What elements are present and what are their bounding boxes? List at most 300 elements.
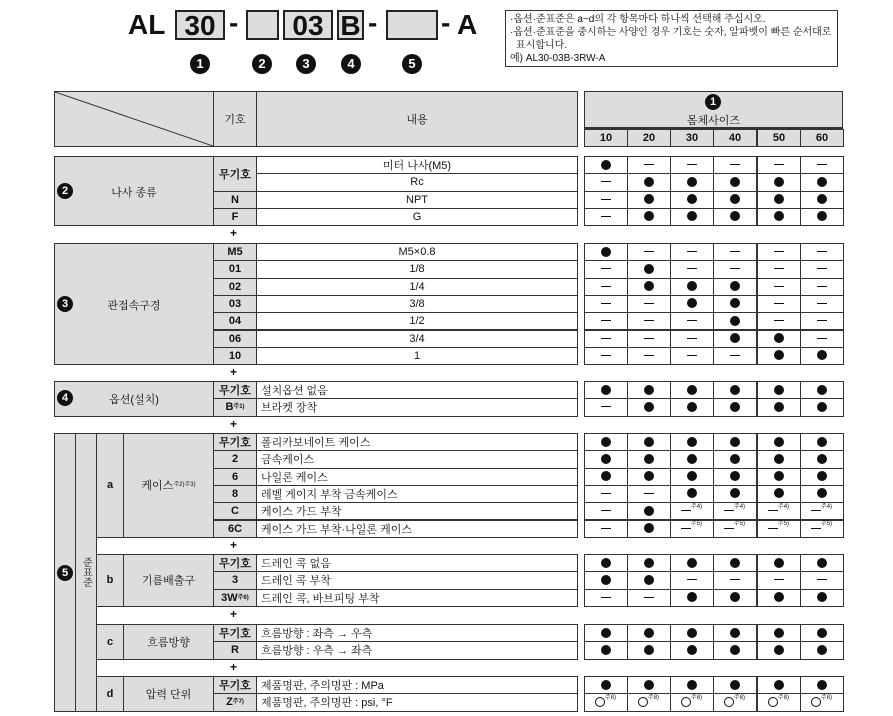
availability-mark	[670, 382, 713, 398]
filled-dot-icon	[730, 454, 740, 464]
model-prefix: AL	[128, 9, 166, 40]
availability-mark	[800, 642, 843, 658]
row-code: 06	[213, 330, 257, 348]
dash-icon	[687, 355, 697, 356]
filled-dot-icon	[687, 558, 697, 568]
row-code: 6C	[213, 520, 257, 538]
filled-dot-icon	[644, 194, 654, 204]
availability-mark	[713, 295, 756, 311]
dash-icon	[601, 493, 611, 494]
dash-icon	[768, 528, 778, 529]
dash-icon	[601, 355, 611, 356]
availability-mark	[670, 642, 713, 658]
availability-mark	[670, 295, 713, 311]
availability-mark	[584, 677, 627, 693]
row-code: 3W 주6)	[213, 589, 257, 607]
group-label: 케이스 주2)주3)	[123, 433, 214, 538]
availability-mark	[800, 677, 843, 693]
dash-icon	[687, 579, 697, 580]
semi-standard-box	[386, 10, 438, 40]
dash-icon	[774, 164, 784, 165]
filled-dot-icon	[730, 471, 740, 481]
availability-mark	[584, 503, 627, 519]
header-body-size: 몸체사이즈	[686, 115, 741, 127]
availability-mark	[627, 399, 670, 415]
availability-mark	[757, 399, 800, 415]
dash-icon	[601, 406, 611, 407]
footnote-ref: 주8)	[604, 694, 617, 701]
availability-mark	[713, 589, 756, 605]
availability-mark	[584, 244, 627, 260]
availability-mark	[584, 694, 627, 710]
circle-number: 1	[190, 54, 210, 74]
availability-mark	[627, 313, 670, 329]
availability-mark	[800, 313, 843, 329]
row-code: 무기호	[213, 624, 257, 642]
dash-icon	[601, 338, 611, 339]
group-label: 기름배출구	[123, 554, 214, 607]
dash-icon	[644, 338, 654, 339]
availability-mark	[584, 625, 627, 641]
row-content: 제품명판, 주의명판 : psi, °F	[256, 693, 578, 711]
row-code: F	[213, 208, 257, 226]
row-content: 1/8	[256, 260, 578, 278]
dash-icon	[681, 510, 691, 511]
filled-dot-icon	[601, 437, 611, 447]
dash-icon	[817, 286, 827, 287]
hyphen: -	[368, 7, 378, 38]
availability-mark	[800, 382, 843, 398]
availability-mark	[757, 313, 800, 329]
filled-dot-icon	[644, 454, 654, 464]
open-circle-icon	[811, 697, 821, 707]
filled-dot-icon	[687, 402, 697, 412]
availability-mark	[670, 434, 713, 450]
availability-mark	[713, 347, 756, 363]
filled-dot-icon	[601, 628, 611, 638]
dash-icon	[644, 251, 654, 252]
filled-dot-icon	[774, 385, 784, 395]
row-code: C	[213, 502, 257, 520]
availability-mark	[670, 503, 713, 519]
dash-icon	[811, 528, 821, 529]
filled-dot-icon	[730, 211, 740, 221]
group-letter: b	[96, 554, 124, 607]
availability-mark	[584, 642, 627, 658]
row-content: 3/4	[256, 330, 578, 348]
availability-mark	[800, 555, 843, 571]
row-content: NPT	[256, 191, 578, 209]
dash-icon	[811, 510, 821, 511]
filled-dot-icon	[687, 281, 697, 291]
availability-mark	[627, 382, 670, 398]
group-label: 흐름방향	[123, 624, 214, 660]
row-code: 무기호	[213, 433, 257, 451]
availability-mark	[670, 485, 713, 501]
availability-mark	[800, 434, 843, 450]
row-code: 무기호	[213, 156, 257, 192]
availability-mark	[713, 677, 756, 693]
filled-dot-icon	[687, 488, 697, 498]
filled-dot-icon	[730, 281, 740, 291]
footnote-ref: 주2)주3)	[173, 482, 196, 489]
availability-mark	[670, 589, 713, 605]
vertical-label: 준표준	[75, 433, 97, 712]
availability-mark	[713, 503, 756, 519]
row-code: R	[213, 641, 257, 659]
note-box	[505, 10, 838, 67]
row-code: 3	[213, 571, 257, 589]
plus-sign: +	[230, 365, 238, 380]
filled-dot-icon	[601, 385, 611, 395]
availability-mark	[627, 555, 670, 571]
filled-dot-icon	[644, 506, 654, 516]
dash-icon	[644, 303, 654, 304]
filled-dot-icon	[774, 437, 784, 447]
footnote-ref: 주5)	[733, 521, 746, 527]
dash-icon	[730, 251, 740, 252]
availability-mark	[670, 451, 713, 467]
row-code: 무기호	[213, 381, 257, 399]
row-code: 무기호	[213, 676, 257, 694]
availability-mark	[757, 555, 800, 571]
availability-mark	[713, 642, 756, 658]
dash-icon	[774, 251, 784, 252]
filled-dot-icon	[774, 471, 784, 481]
availability-mark	[713, 399, 756, 415]
circle-number: 4	[341, 54, 361, 74]
filled-dot-icon	[730, 385, 740, 395]
row-code: 02	[213, 278, 257, 296]
availability-mark	[713, 261, 756, 277]
plus-sign: +	[230, 659, 238, 674]
availability-mark	[757, 261, 800, 277]
availability-mark	[584, 313, 627, 329]
filled-dot-icon	[774, 628, 784, 638]
row-code: 01	[213, 260, 257, 278]
availability-mark	[670, 468, 713, 484]
row-code: 2	[213, 450, 257, 468]
availability-mark	[584, 295, 627, 311]
filled-dot-icon	[730, 628, 740, 638]
plus-sign: +	[230, 226, 238, 241]
filled-dot-icon	[774, 558, 784, 568]
dash-icon	[687, 164, 697, 165]
filled-dot-icon	[730, 558, 740, 568]
size-header-cell: 60	[800, 129, 844, 147]
dash-icon	[724, 528, 734, 529]
port-box: 03	[283, 10, 333, 40]
filled-dot-icon	[817, 437, 827, 447]
dash-icon	[774, 320, 784, 321]
filled-dot-icon	[774, 454, 784, 464]
availability-mark	[627, 589, 670, 605]
section-label: 나사 종류	[111, 186, 157, 199]
hyphen: -	[229, 7, 239, 38]
availability-mark	[757, 157, 800, 173]
filled-dot-icon	[817, 558, 827, 568]
open-circle-icon	[768, 697, 778, 707]
availability-mark	[670, 520, 713, 536]
availability-mark	[713, 625, 756, 641]
footnote-ref: 주4)	[777, 503, 790, 510]
availability-mark	[800, 589, 843, 605]
row-content: 폴리카보네이트 케이스	[256, 433, 578, 451]
availability-mark	[670, 278, 713, 294]
availability-mark	[757, 520, 800, 536]
availability-mark	[757, 434, 800, 450]
dash-icon	[644, 164, 654, 165]
filled-dot-icon	[817, 680, 827, 690]
availability-mark	[800, 208, 843, 224]
filled-dot-icon	[644, 385, 654, 395]
plus-sign: +	[230, 537, 238, 552]
filled-dot-icon	[687, 194, 697, 204]
dash-icon	[601, 528, 611, 529]
row-content: 나일론 케이스	[256, 468, 578, 486]
availability-mark	[670, 261, 713, 277]
open-circle-icon	[681, 697, 691, 707]
dash-icon	[601, 286, 611, 287]
availability-mark	[584, 278, 627, 294]
availability-mark	[584, 191, 627, 207]
size-header-cell: 30	[670, 129, 714, 147]
note-line: 예) AL30-03B-3RW-A	[510, 53, 606, 64]
availability-mark	[584, 589, 627, 605]
availability-mark	[713, 208, 756, 224]
availability-mark	[584, 520, 627, 536]
dash-icon	[687, 320, 697, 321]
availability-mark	[627, 572, 670, 588]
availability-mark	[800, 278, 843, 294]
dash-icon	[644, 493, 654, 494]
dash-icon	[774, 268, 784, 269]
filled-dot-icon	[687, 211, 697, 221]
availability-mark	[713, 330, 756, 346]
model-suffix: A	[457, 9, 478, 40]
circle-number: 2	[252, 54, 272, 74]
availability-mark	[713, 382, 756, 398]
dash-icon	[817, 579, 827, 580]
availability-mark	[757, 572, 800, 588]
row-content: 흐름방향 : 우측 → 좌측	[256, 641, 578, 659]
filled-dot-icon	[687, 298, 697, 308]
row-content: 미터 나사(M5)	[256, 156, 578, 174]
availability-mark	[627, 503, 670, 519]
availability-mark	[584, 157, 627, 173]
availability-mark	[757, 503, 800, 519]
dash-icon	[730, 268, 740, 269]
filled-dot-icon	[644, 264, 654, 274]
filled-dot-icon	[644, 402, 654, 412]
availability-mark	[800, 157, 843, 173]
availability-mark	[627, 434, 670, 450]
footnote-ref: 주1)	[233, 404, 245, 411]
row-content: 레벨 게이지 부착 금속케이스	[256, 485, 578, 503]
availability-mark	[584, 572, 627, 588]
row-content: 1	[256, 347, 578, 365]
row-content: 3/8	[256, 295, 578, 313]
availability-mark	[713, 313, 756, 329]
header-symbol: 기호	[213, 91, 257, 147]
availability-mark	[757, 485, 800, 501]
filled-dot-icon	[730, 402, 740, 412]
row-content: 1/4	[256, 278, 578, 296]
filled-dot-icon	[730, 333, 740, 343]
availability-mark	[584, 382, 627, 398]
footnote-ref: 주8)	[777, 694, 790, 701]
filled-dot-icon	[817, 350, 827, 360]
availability-mark	[713, 451, 756, 467]
availability-mark	[800, 694, 843, 710]
filled-dot-icon	[774, 194, 784, 204]
filled-dot-icon	[644, 645, 654, 655]
footnote-ref: 주4)	[690, 503, 703, 510]
dash-icon	[601, 268, 611, 269]
filled-dot-icon	[687, 454, 697, 464]
availability-mark	[670, 625, 713, 641]
dash-icon	[730, 164, 740, 165]
availability-mark	[584, 468, 627, 484]
filled-dot-icon	[774, 177, 784, 187]
footnote-ref: 주8)	[647, 694, 660, 701]
filled-dot-icon	[817, 402, 827, 412]
availability-mark	[800, 244, 843, 260]
availability-mark	[670, 330, 713, 346]
filled-dot-icon	[730, 592, 740, 602]
availability-mark	[800, 295, 843, 311]
size-header-divider	[584, 127, 843, 129]
availability-mark	[627, 625, 670, 641]
availability-mark	[670, 347, 713, 363]
filled-dot-icon	[601, 680, 611, 690]
group-letter: d	[96, 676, 124, 712]
row-content: Rc	[256, 173, 578, 191]
availability-mark	[670, 677, 713, 693]
availability-mark	[713, 694, 756, 710]
diagonal-line	[55, 92, 213, 146]
filled-dot-icon	[644, 437, 654, 447]
filled-dot-icon	[687, 628, 697, 638]
size-header-cell: 50	[757, 129, 801, 147]
filled-dot-icon	[774, 211, 784, 221]
row-content: M5×0.8	[256, 243, 578, 261]
availability-mark	[584, 347, 627, 363]
availability-mark	[713, 555, 756, 571]
dash-icon	[644, 355, 654, 356]
dash-icon	[687, 268, 697, 269]
availability-mark	[713, 572, 756, 588]
dash-icon	[601, 320, 611, 321]
filled-dot-icon	[644, 211, 654, 221]
availability-mark	[627, 347, 670, 363]
availability-mark	[757, 191, 800, 207]
availability-mark	[670, 555, 713, 571]
availability-mark	[757, 330, 800, 346]
dash-icon	[817, 164, 827, 165]
availability-mark	[627, 485, 670, 501]
filled-dot-icon	[687, 680, 697, 690]
row-content: 드레인 콕, 바브피팅 부착	[256, 589, 578, 607]
filled-dot-icon	[730, 680, 740, 690]
group-label: 압력 단위	[123, 676, 214, 712]
filled-dot-icon	[774, 402, 784, 412]
availability-mark	[627, 278, 670, 294]
filled-dot-icon	[644, 523, 654, 533]
dash-icon	[730, 355, 740, 356]
availability-mark	[584, 174, 627, 190]
availability-mark	[627, 295, 670, 311]
filled-dot-icon	[817, 645, 827, 655]
availability-mark	[757, 244, 800, 260]
availability-mark	[627, 261, 670, 277]
availability-mark	[757, 642, 800, 658]
filled-dot-icon	[601, 575, 611, 585]
footnote-ref: 주8)	[820, 694, 833, 701]
availability-mark	[627, 694, 670, 710]
filled-dot-icon	[644, 680, 654, 690]
filled-dot-icon	[730, 645, 740, 655]
availability-mark	[584, 485, 627, 501]
availability-mark	[800, 451, 843, 467]
dash-icon	[774, 286, 784, 287]
filled-dot-icon	[687, 437, 697, 447]
circle-number: 3	[296, 54, 316, 74]
filled-dot-icon	[601, 471, 611, 481]
availability-mark	[713, 520, 756, 536]
circle-number: 4	[57, 390, 73, 406]
filled-dot-icon	[817, 628, 827, 638]
row-content: 드레인 콕 부착	[256, 571, 578, 589]
footnote-ref: 주5)	[777, 521, 790, 527]
note-line: ·옵션·준표준은 a~d의 각 항목마다 하나씩 선택해 주십시오.	[510, 14, 766, 25]
availability-mark	[800, 174, 843, 190]
filled-dot-icon	[774, 645, 784, 655]
availability-mark	[584, 451, 627, 467]
dash-icon	[601, 181, 611, 182]
availability-mark	[757, 347, 800, 363]
header-diagonal-cell	[54, 91, 214, 147]
filled-dot-icon	[687, 592, 697, 602]
thread-box	[246, 10, 279, 40]
size-header-cell: 10	[584, 129, 628, 147]
filled-dot-icon	[774, 680, 784, 690]
row-code: 10	[213, 347, 257, 365]
availability-mark	[584, 399, 627, 415]
row-content: 케이스 가드 부착	[256, 502, 578, 520]
circle-number: 5	[57, 565, 73, 581]
filled-dot-icon	[730, 177, 740, 187]
dash-icon	[768, 510, 778, 511]
dash-icon	[817, 320, 827, 321]
availability-mark	[757, 295, 800, 311]
availability-mark	[627, 157, 670, 173]
filled-dot-icon	[817, 592, 827, 602]
filled-dot-icon	[817, 471, 827, 481]
filled-dot-icon	[730, 488, 740, 498]
open-circle-icon	[638, 697, 648, 707]
filled-dot-icon	[687, 177, 697, 187]
availability-mark	[800, 261, 843, 277]
circle-number: 5	[402, 54, 422, 74]
filled-dot-icon	[644, 558, 654, 568]
filled-dot-icon	[774, 333, 784, 343]
filled-dot-icon	[644, 471, 654, 481]
filled-dot-icon	[774, 592, 784, 602]
open-circle-icon	[595, 697, 605, 707]
availability-mark	[757, 208, 800, 224]
dash-icon	[730, 579, 740, 580]
